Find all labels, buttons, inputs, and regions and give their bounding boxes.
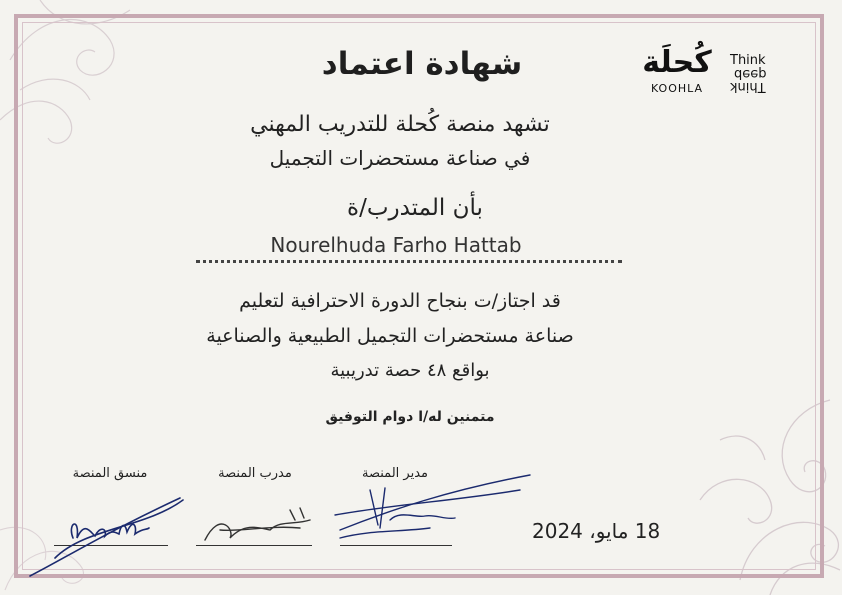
- director-signature: [330, 470, 535, 545]
- wish-line: متمنين له/ا دوام التوفيق: [325, 409, 495, 425]
- sessions-line: بواقع ٤٨ حصة تدريبية: [330, 360, 490, 381]
- koohla-logo: [636, 45, 776, 101]
- issue-date: 18 مايو، 2024: [532, 519, 661, 543]
- logo-think-bottom: Think: [730, 79, 766, 94]
- name-dotted-line: [196, 260, 622, 263]
- certificate-title: شهادة اعتماد: [321, 46, 523, 82]
- trainee-name: Nourelhuda Farho Hattab: [270, 233, 522, 257]
- trainer-signature: [200, 500, 320, 550]
- field-line: في صناعة مستحضرات التجميل: [269, 146, 531, 170]
- issuer-line: تشهد منصة كُحلة للتدريب المهني: [250, 112, 550, 137]
- coordinator-signature: [25, 488, 190, 583]
- logo-arabic: كُحلَة: [642, 45, 712, 80]
- trainer-label: مدرب المنصة: [218, 466, 292, 481]
- logo-deep: deep: [734, 66, 767, 81]
- completion-line: قد اجتاز/ت بنجاح الدورة الاحترافية لتعليم: [239, 290, 561, 312]
- director-label: مدير المنصة: [362, 466, 428, 481]
- trainee-intro: بأن المتدرب/ة: [347, 195, 483, 221]
- director-signature-line: [340, 545, 452, 546]
- coordinator-label: منسق المنصة: [72, 466, 148, 481]
- course-line: صناعة مستحضرات التجميل الطبيعية والصناعية: [206, 325, 574, 347]
- logo-latin: KOOHLA: [650, 82, 704, 95]
- logo-think-top: Think: [730, 53, 766, 68]
